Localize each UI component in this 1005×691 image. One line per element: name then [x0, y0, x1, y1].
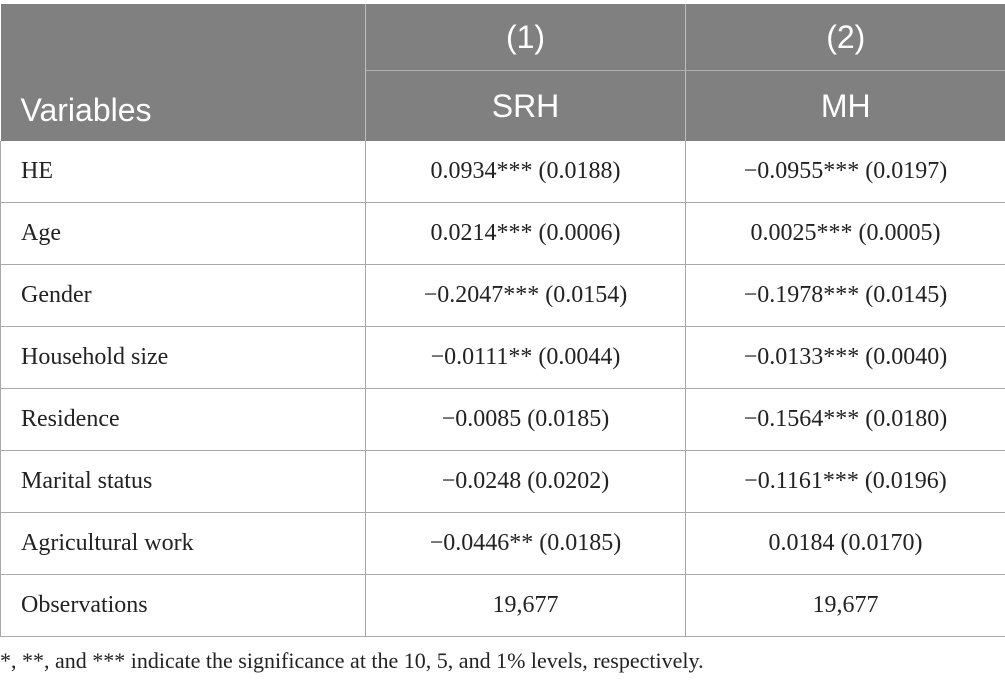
row-variable: Gender [1, 265, 366, 327]
column-2-number: (2) [686, 4, 1005, 71]
table-row [1, 327, 1005, 389]
row-value-col2: −0.1978*** (0.0145) [686, 265, 1005, 327]
row-value-col1: −0.0085 (0.0185) [366, 389, 686, 451]
table-row [1, 575, 1005, 637]
row-value-col2: −0.1564*** (0.0180) [686, 389, 1005, 451]
table-body [1, 141, 1005, 637]
row-value-col1: −0.0111** (0.0044) [366, 327, 686, 389]
row-value-col2: −0.1161*** (0.0196) [686, 451, 1005, 513]
table-row [1, 389, 1005, 451]
row-value-col1: −0.2047*** (0.0154) [366, 265, 686, 327]
variables-header: Variables [1, 4, 366, 141]
row-variable: HE [1, 141, 366, 203]
table-row [1, 141, 1005, 203]
row-value-col1: −0.0446** (0.0185) [366, 513, 686, 575]
row-value-col2: 19,677 [686, 575, 1005, 637]
row-value-col2: 0.0025*** (0.0005) [686, 203, 1005, 265]
row-variable: Residence [1, 389, 366, 451]
results-table-container [0, 4, 1005, 637]
table-row [1, 451, 1005, 513]
row-value-col1: 19,677 [366, 575, 686, 637]
table-header [1, 4, 1005, 141]
table-footnote: *, **, and *** indicate the significance at the 10, 5, and 1% levels, respectively. [0, 648, 704, 673]
header-row-column-numbers [1, 4, 1005, 71]
row-variable: Household size [1, 327, 366, 389]
row-variable: Agricultural work [1, 513, 366, 575]
row-value-col2: −0.0955*** (0.0197) [686, 141, 1005, 203]
column-1-label: SRH [366, 71, 686, 142]
row-value-col1: 0.0214*** (0.0006) [366, 203, 686, 265]
table-row [1, 203, 1005, 265]
row-value-col1: −0.0248 (0.0202) [366, 451, 686, 513]
row-variable: Observations [1, 575, 366, 637]
table-row [1, 513, 1005, 575]
row-value-col2: 0.0184 (0.0170) [686, 513, 1005, 575]
table-row [1, 265, 1005, 327]
regression-results-table [0, 4, 1005, 637]
row-variable: Age [1, 203, 366, 265]
column-1-number: (1) [366, 4, 686, 71]
row-value-col1: 0.0934*** (0.0188) [366, 141, 686, 203]
row-value-col2: −0.0133*** (0.0040) [686, 327, 1005, 389]
row-variable: Marital status [1, 451, 366, 513]
column-2-label: MH [686, 71, 1005, 142]
